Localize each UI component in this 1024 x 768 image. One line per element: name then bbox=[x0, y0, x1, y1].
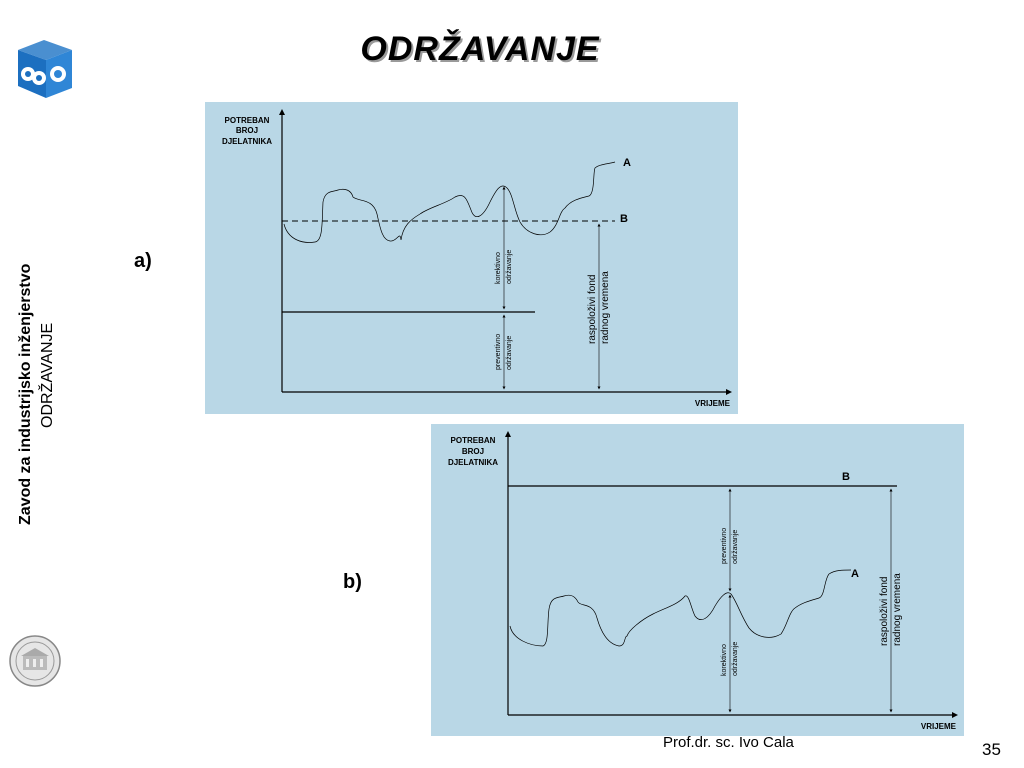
diagram-a bbox=[205, 102, 738, 414]
y-axis-label-1: POTREBAN bbox=[224, 116, 270, 125]
side-title: Zavod za industrijsko inženjerstvo bbox=[17, 263, 34, 525]
corrective-label-1: korektivno bbox=[495, 252, 502, 284]
fund-label-2: radnog vremena bbox=[600, 271, 611, 344]
preventive-label-1: preventivno bbox=[721, 527, 728, 564]
y-axis-label-3: DJELATNIKA bbox=[221, 137, 273, 146]
institute-logo bbox=[10, 36, 80, 102]
preventive-label-1: preventivno bbox=[495, 333, 502, 370]
university-seal bbox=[8, 634, 62, 688]
side-subtitle: ODRŽAVANJE bbox=[39, 322, 56, 428]
corrective-label-2: održavanje bbox=[506, 249, 513, 284]
curve-a-label: A bbox=[623, 157, 631, 169]
fund-label-1: raspoloživi fond bbox=[879, 576, 890, 646]
preventive-label-2: održavanje bbox=[732, 529, 739, 564]
fund-label-2: radnog vremena bbox=[892, 573, 903, 646]
page-number: 35 bbox=[982, 740, 1001, 759]
line-b-label: B bbox=[842, 471, 850, 483]
diagram-b bbox=[431, 424, 964, 736]
corrective-label-2: održavanje bbox=[732, 641, 739, 676]
corrective-label-1: korektivno bbox=[721, 644, 728, 676]
fund-label-1: raspoloživi fond bbox=[587, 274, 598, 344]
y-axis-label-2: BROJ bbox=[461, 447, 485, 456]
preventive-label-2: održavanje bbox=[506, 335, 513, 370]
slide-title: ODRŽAVANJE bbox=[360, 30, 600, 68]
curve-a bbox=[284, 162, 615, 242]
y-axis-label-3: DJELATNIKA bbox=[447, 458, 499, 467]
curve-a bbox=[510, 570, 851, 646]
line-b-label: B bbox=[620, 213, 628, 225]
author-footer: Prof.dr. sc. Ivo Cala bbox=[663, 734, 794, 751]
x-axis-label: VRIJEME bbox=[920, 722, 956, 731]
curve-a-label: A bbox=[851, 568, 859, 580]
diagram-b-label: b) bbox=[343, 571, 362, 593]
side-text bbox=[6, 200, 60, 530]
y-axis-label-2: BROJ bbox=[235, 126, 259, 135]
y-axis-label-1: POTREBAN bbox=[450, 436, 496, 445]
diagram-a-label: a) bbox=[134, 250, 152, 272]
x-axis-label: VRIJEME bbox=[694, 399, 730, 408]
